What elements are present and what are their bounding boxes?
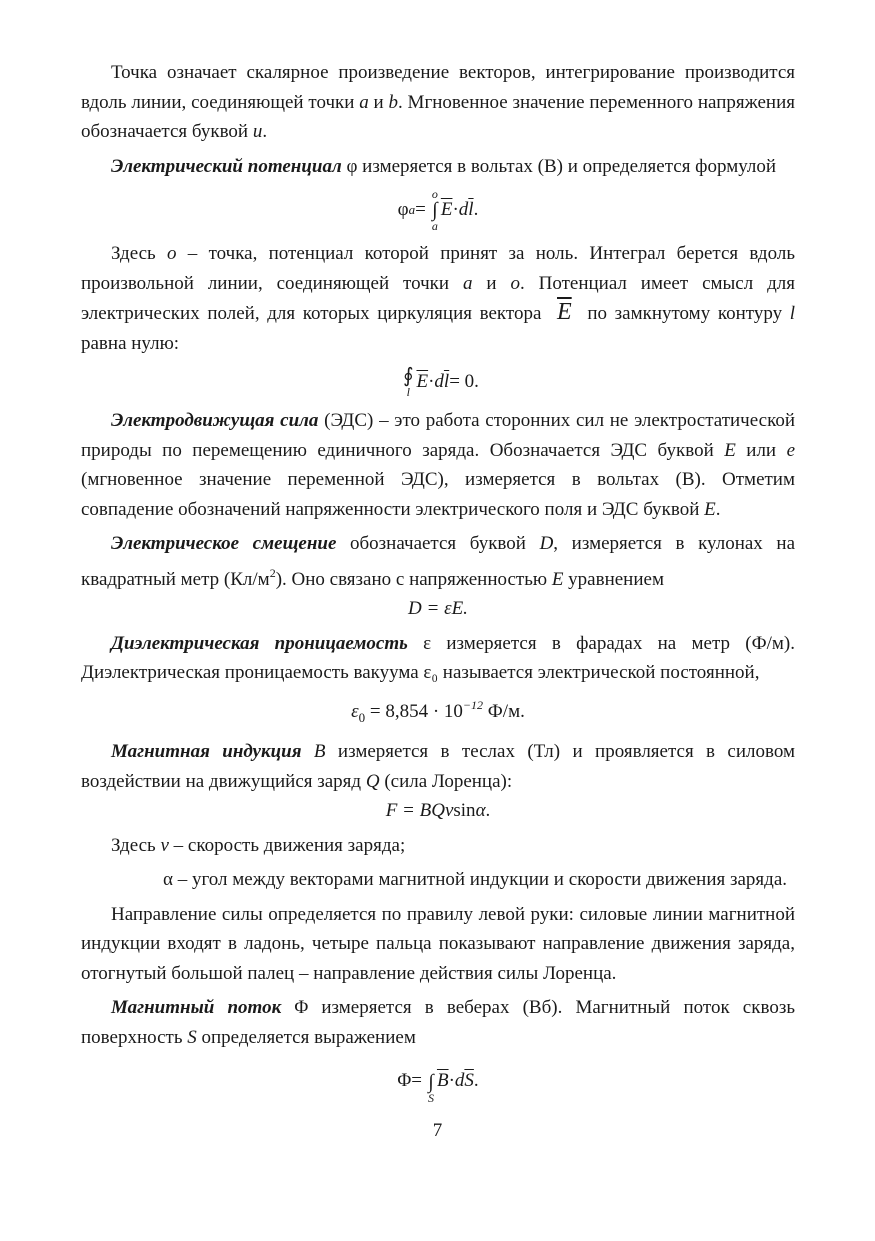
term-magnetic-flux: Магнитный поток — [111, 997, 282, 1018]
paragraph-permittivity: Диэлектрическая проницаемость ε измеряется в фарадах на метр (Ф/м). Диэлектрическая проницаемость вакуума ε₀ называется электрической постоянной, — [81, 632, 795, 683]
formula-lorentz: F = BQvsinα. — [385, 800, 491, 821]
paragraph-displacement: Электрическое смещение обозначается буквой D, измеряется в кулонах на квадратный метр $(Кл/м^2)$. Оно связано с напряженностью E уравнением — [81, 533, 796, 590]
paragraph-magnetic-flux: Магнитный поток Φ измеряется в веберах (Вб). Магнитный поток сквозь поверхность S определяется выражением — [81, 997, 795, 1048]
paragraph-left-hand-rule: Направление силы определяется по правилу левой руки: силовые линии магнитной индукции входят в ладонь, четыре пальца показывают направление движения заряда, отогнутый большой палец – направление действия силы Лоренца. — [81, 903, 795, 984]
page-body — [81, 58, 795, 1110]
term-displacement: Электрическое смещение — [111, 533, 337, 554]
surface-integral-sign: ∫ S — [427, 1071, 434, 1105]
paragraph-electric-potential: Электрический потенциал φ измеряется в вольтах (В) и определяется формулой — [111, 155, 777, 177]
page-number: 7 — [432, 1120, 443, 1141]
formula-potential: φ a = o ∫ a $\overline{E}$ · d $\overline{l}$ . — [397, 187, 479, 233]
term-permittivity: Диэлектрическая проницаемость — [111, 632, 408, 654]
formula-flux: Φ = ∫ S $\overline{B}$ · d $\overline{S}$ . — [397, 1070, 479, 1105]
paragraph-angle: α – угол между векторами магнитной индукции и скорости движения заряда. — [163, 869, 788, 890]
formula-displacement: D = εE. — [408, 598, 468, 619]
formula-circulation: ∮ l $\overline{E}$ · d $\overline{l}$ = 0. — [403, 365, 479, 399]
paragraph-magnetic-induction: Магнитная индукция B измеряется в теслах (Тл) и проявляется в силовом воздействии на движущийся заряд Q (сила Лоренца): — [81, 741, 795, 792]
paragraph-velocity: Здесь v – скорость движения заряда; — [111, 834, 406, 856]
paragraph-emf: Электродвижущая сила (ЭДС) – это работа сторонних сил не электростатической природы по перемещению единичного заряда. Обозначается ЭДС буквой E или e (мгновенное значение переменной ЭДС), измеряется в вольтах (В). Отметим совпадение обозначений напряженности электрического поля и ЭДС буквой E. — [81, 410, 796, 520]
contour-integral-sign: ∮ l — [403, 365, 414, 399]
integral-sign: o ∫ a — [431, 187, 438, 233]
term-emf: Электродвижущая сила — [111, 410, 319, 431]
paragraph-potential-explanation: Здесь o – точка, потенциал которой принят за ноль. Интеграл берется вдоль произвольной линии, соединяющей точки a и o. Потенциал имеет смысл для электрических полей, для которых циркуляция вектора $\overline{E}$ по замкнутому контуру l равна нулю: — [81, 243, 795, 354]
term-electric-potential: Электрический потенциал — [111, 155, 342, 177]
paragraph-dot-product: Точка означает скалярное произведение векторов, интегрирование производится вдоль линии, соединяющей точки a и b. Мгновенное значение переменного напряжения обозначается буквой u. — [81, 62, 796, 142]
term-magnetic-induction: Магнитная индукция — [111, 741, 302, 762]
formula-epsilon0: $\varepsilon_0 = 8,854 \cdot 10^{-12}$ Ф/м. — [351, 697, 525, 725]
